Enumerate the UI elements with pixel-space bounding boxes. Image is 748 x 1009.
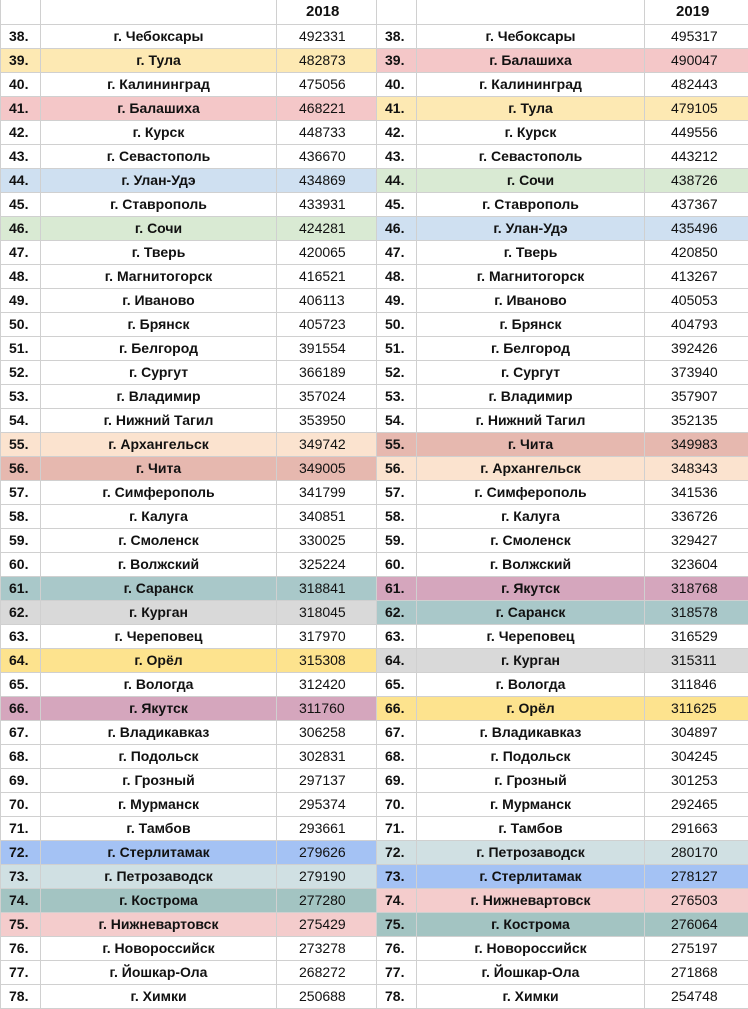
table-row: [1, 648, 748, 672]
left-population-cell: 366189: [277, 360, 377, 384]
left-city-cell: г. Сургут: [41, 360, 277, 384]
right-rank-cell: 67.: [377, 720, 417, 744]
left-city-cell: г. Улан-Удэ: [41, 168, 277, 192]
right-city-cell: г. Курск: [417, 120, 645, 144]
left-population-cell: 349005: [277, 456, 377, 480]
right-population-cell: 291663: [645, 816, 748, 840]
table-row: [1, 144, 748, 168]
left-population-cell: 482873: [277, 48, 377, 72]
left-rank-cell: 40.: [1, 72, 41, 96]
left-population-cell: 433931: [277, 192, 377, 216]
right-population-cell: 254748: [645, 984, 748, 1008]
right-city-cell: г. Грозный: [417, 768, 645, 792]
right-rank-cell: 43.: [377, 144, 417, 168]
right-city-cell: г. Новороссийск: [417, 936, 645, 960]
table-row: [1, 48, 748, 72]
right-rank-cell: 39.: [377, 48, 417, 72]
right-rank-cell: 68.: [377, 744, 417, 768]
left-city-cell: г. Кострома: [41, 888, 277, 912]
left-population-cell: 475056: [277, 72, 377, 96]
right-population-cell: 276064: [645, 912, 748, 936]
left-rank-cell: 71.: [1, 816, 41, 840]
right-population-cell: 482443: [645, 72, 748, 96]
left-city-cell: г. Белгород: [41, 336, 277, 360]
left-population-cell: 311760: [277, 696, 377, 720]
right-city-cell: г. Тула: [417, 96, 645, 120]
left-city-cell: г. Брянск: [41, 312, 277, 336]
right-city-cell: г. Саранск: [417, 600, 645, 624]
right-city-cell: г. Череповец: [417, 624, 645, 648]
left-rank-cell: 64.: [1, 648, 41, 672]
left-population-cell: 434869: [277, 168, 377, 192]
left-city-cell: г. Симферополь: [41, 480, 277, 504]
left-population-cell: 492331: [277, 24, 377, 48]
right-rank-cell: 76.: [377, 936, 417, 960]
right-city-cell: г. Йошкар-Ола: [417, 960, 645, 984]
left-rank-cell: 44.: [1, 168, 41, 192]
left-population-cell: 357024: [277, 384, 377, 408]
left-population-cell: 391554: [277, 336, 377, 360]
right-population-cell: 278127: [645, 864, 748, 888]
right-city-cell: г. Брянск: [417, 312, 645, 336]
right-rank-cell: 69.: [377, 768, 417, 792]
left-population-cell: 340851: [277, 504, 377, 528]
table-row: [1, 336, 748, 360]
right-rank-cell: 51.: [377, 336, 417, 360]
right-population-cell: 304897: [645, 720, 748, 744]
right-population-cell: 311846: [645, 672, 748, 696]
left-population-cell: 250688: [277, 984, 377, 1008]
right-city-cell: г. Владикавказ: [417, 720, 645, 744]
right-city-cell: г. Владимир: [417, 384, 645, 408]
table-row: [1, 240, 748, 264]
left-rank-cell: 68.: [1, 744, 41, 768]
header-year-2018: 2018: [277, 0, 377, 24]
table-row: [1, 912, 748, 936]
left-city-cell: г. Севастополь: [41, 144, 277, 168]
left-rank-cell: 60.: [1, 552, 41, 576]
left-city-cell: г. Якутск: [41, 696, 277, 720]
left-rank-cell: 55.: [1, 432, 41, 456]
right-population-cell: 304245: [645, 744, 748, 768]
left-city-cell: г. Нижневартовск: [41, 912, 277, 936]
right-population-cell: 301253: [645, 768, 748, 792]
left-city-cell: г. Грозный: [41, 768, 277, 792]
left-rank-cell: 62.: [1, 600, 41, 624]
table-row: [1, 984, 748, 1008]
left-rank-cell: 43.: [1, 144, 41, 168]
right-city-cell: г. Магнитогорск: [417, 264, 645, 288]
left-population-cell: 353950: [277, 408, 377, 432]
table-row: [1, 888, 748, 912]
left-population-cell: 448733: [277, 120, 377, 144]
left-city-cell: г. Йошкар-Ола: [41, 960, 277, 984]
left-population-cell: 317970: [277, 624, 377, 648]
left-rank-cell: 76.: [1, 936, 41, 960]
right-city-cell: г. Якутск: [417, 576, 645, 600]
right-city-cell: г. Иваново: [417, 288, 645, 312]
right-rank-cell: 40.: [377, 72, 417, 96]
left-rank-cell: 45.: [1, 192, 41, 216]
left-rank-cell: 53.: [1, 384, 41, 408]
left-city-cell: г. Архангельск: [41, 432, 277, 456]
right-city-cell: г. Мурманск: [417, 792, 645, 816]
right-population-cell: 443212: [645, 144, 748, 168]
right-rank-cell: 60.: [377, 552, 417, 576]
right-population-cell: 329427: [645, 528, 748, 552]
table-row: [1, 288, 748, 312]
left-city-cell: г. Тула: [41, 48, 277, 72]
left-city-cell: г. Химки: [41, 984, 277, 1008]
right-city-cell: г. Калининград: [417, 72, 645, 96]
left-city-cell: г. Магнитогорск: [41, 264, 277, 288]
right-city-cell: г. Калуга: [417, 504, 645, 528]
left-city-cell: г. Иваново: [41, 288, 277, 312]
left-city-cell: г. Саранск: [41, 576, 277, 600]
right-city-cell: г. Симферополь: [417, 480, 645, 504]
right-rank-cell: 46.: [377, 216, 417, 240]
right-city-cell: г. Петрозаводск: [417, 840, 645, 864]
right-rank-cell: 38.: [377, 24, 417, 48]
right-rank-cell: 41.: [377, 96, 417, 120]
left-population-cell: 318045: [277, 600, 377, 624]
right-population-cell: 341536: [645, 480, 748, 504]
right-rank-cell: 73.: [377, 864, 417, 888]
table-row: [1, 840, 748, 864]
left-population-cell: 279626: [277, 840, 377, 864]
table-row: [1, 864, 748, 888]
left-population-cell: 302831: [277, 744, 377, 768]
left-population-cell: 318841: [277, 576, 377, 600]
left-city-cell: г. Стерлитамак: [41, 840, 277, 864]
table-row: [1, 408, 748, 432]
right-population-cell: 405053: [645, 288, 748, 312]
left-rank-cell: 63.: [1, 624, 41, 648]
table-row: [1, 72, 748, 96]
right-city-cell: г. Ставрополь: [417, 192, 645, 216]
left-rank-cell: 61.: [1, 576, 41, 600]
left-population-cell: 416521: [277, 264, 377, 288]
table-row: [1, 624, 748, 648]
right-city-cell: г. Тверь: [417, 240, 645, 264]
table-row: [1, 816, 748, 840]
right-city-cell: г. Сургут: [417, 360, 645, 384]
left-rank-cell: 75.: [1, 912, 41, 936]
left-city-cell: г. Владикавказ: [41, 720, 277, 744]
left-population-cell: 341799: [277, 480, 377, 504]
right-population-cell: 449556: [645, 120, 748, 144]
table-row: [1, 504, 748, 528]
right-rank-cell: 64.: [377, 648, 417, 672]
left-city-cell: г. Курган: [41, 600, 277, 624]
left-population-cell: 330025: [277, 528, 377, 552]
left-population-cell: 277280: [277, 888, 377, 912]
right-city-cell: г. Химки: [417, 984, 645, 1008]
right-rank-cell: 52.: [377, 360, 417, 384]
table-row: [1, 312, 748, 336]
left-rank-cell: 77.: [1, 960, 41, 984]
left-city-cell: г. Калининград: [41, 72, 277, 96]
right-rank-cell: 61.: [377, 576, 417, 600]
left-rank-cell: 59.: [1, 528, 41, 552]
table-row: [1, 432, 748, 456]
left-population-cell: 293661: [277, 816, 377, 840]
right-city-cell: г. Балашиха: [417, 48, 645, 72]
left-rank-cell: 38.: [1, 24, 41, 48]
right-rank-cell: 48.: [377, 264, 417, 288]
left-city-cell: г. Орёл: [41, 648, 277, 672]
table-row: [1, 792, 748, 816]
right-rank-cell: 66.: [377, 696, 417, 720]
left-rank-cell: 66.: [1, 696, 41, 720]
right-population-cell: 352135: [645, 408, 748, 432]
left-population-cell: 295374: [277, 792, 377, 816]
left-rank-cell: 67.: [1, 720, 41, 744]
right-population-cell: 271868: [645, 960, 748, 984]
left-population-cell: 306258: [277, 720, 377, 744]
left-population-cell: 273278: [277, 936, 377, 960]
table-row: [1, 384, 748, 408]
left-rank-cell: 56.: [1, 456, 41, 480]
right-city-cell: г. Кострома: [417, 912, 645, 936]
table-row: [1, 672, 748, 696]
left-rank-cell: 74.: [1, 888, 41, 912]
right-rank-cell: 57.: [377, 480, 417, 504]
left-rank-cell: 49.: [1, 288, 41, 312]
right-rank-cell: 50.: [377, 312, 417, 336]
left-city-cell: г. Подольск: [41, 744, 277, 768]
right-population-cell: 280170: [645, 840, 748, 864]
left-population-cell: 349742: [277, 432, 377, 456]
left-city-cell: г. Курск: [41, 120, 277, 144]
right-city-cell: г. Сочи: [417, 168, 645, 192]
table-row: [1, 96, 748, 120]
right-population-cell: 318768: [645, 576, 748, 600]
right-rank-cell: 54.: [377, 408, 417, 432]
table-row: [1, 24, 748, 48]
right-rank-cell: 65.: [377, 672, 417, 696]
left-rank-cell: 70.: [1, 792, 41, 816]
left-city-cell: г. Петрозаводск: [41, 864, 277, 888]
right-population-cell: 479105: [645, 96, 748, 120]
table-row: [1, 696, 748, 720]
right-rank-cell: 45.: [377, 192, 417, 216]
left-city-cell: г. Нижний Тагил: [41, 408, 277, 432]
right-population-cell: 315311: [645, 648, 748, 672]
right-city-cell: г. Чита: [417, 432, 645, 456]
right-rank-cell: 53.: [377, 384, 417, 408]
right-city-cell: г. Смоленск: [417, 528, 645, 552]
table-row: [1, 264, 748, 288]
right-population-cell: 392426: [645, 336, 748, 360]
right-city-cell: г. Волжский: [417, 552, 645, 576]
left-rank-cell: 72.: [1, 840, 41, 864]
left-rank-cell: 47.: [1, 240, 41, 264]
table-row: [1, 576, 748, 600]
right-population-cell: 318578: [645, 600, 748, 624]
right-population-cell: 495317: [645, 24, 748, 48]
table-row: [1, 456, 748, 480]
header-city-right: [417, 0, 645, 24]
left-city-cell: г. Тверь: [41, 240, 277, 264]
left-rank-cell: 69.: [1, 768, 41, 792]
left-rank-cell: 39.: [1, 48, 41, 72]
right-city-cell: г. Стерлитамак: [417, 864, 645, 888]
right-rank-cell: 56.: [377, 456, 417, 480]
left-rank-cell: 51.: [1, 336, 41, 360]
right-population-cell: 437367: [645, 192, 748, 216]
right-population-cell: 357907: [645, 384, 748, 408]
right-rank-cell: 49.: [377, 288, 417, 312]
left-city-cell: г. Владимир: [41, 384, 277, 408]
right-city-cell: г. Улан-Удэ: [417, 216, 645, 240]
right-population-cell: 276503: [645, 888, 748, 912]
table-row: [1, 720, 748, 744]
left-population-cell: 406113: [277, 288, 377, 312]
right-population-cell: 323604: [645, 552, 748, 576]
right-city-cell: г. Подольск: [417, 744, 645, 768]
header-year-2019: 2019: [645, 0, 748, 24]
right-city-cell: г. Нижний Тагил: [417, 408, 645, 432]
right-city-cell: г. Архангельск: [417, 456, 645, 480]
header-city-left: [41, 0, 277, 24]
right-population-cell: 311625: [645, 696, 748, 720]
left-population-cell: 424281: [277, 216, 377, 240]
left-rank-cell: 78.: [1, 984, 41, 1008]
left-city-cell: г. Мурманск: [41, 792, 277, 816]
right-city-cell: г. Орёл: [417, 696, 645, 720]
right-population-cell: 420850: [645, 240, 748, 264]
left-rank-cell: 46.: [1, 216, 41, 240]
left-city-cell: г. Волжский: [41, 552, 277, 576]
left-rank-cell: 65.: [1, 672, 41, 696]
right-rank-cell: 72.: [377, 840, 417, 864]
left-city-cell: г. Тамбов: [41, 816, 277, 840]
right-population-cell: 316529: [645, 624, 748, 648]
left-population-cell: 468221: [277, 96, 377, 120]
left-city-cell: г. Смоленск: [41, 528, 277, 552]
right-rank-cell: 77.: [377, 960, 417, 984]
table-row: [1, 744, 748, 768]
right-city-cell: г. Севастополь: [417, 144, 645, 168]
right-population-cell: 404793: [645, 312, 748, 336]
left-city-cell: г. Череповец: [41, 624, 277, 648]
left-population-cell: 297137: [277, 768, 377, 792]
right-population-cell: 348343: [645, 456, 748, 480]
table-body: [1, 24, 748, 1008]
right-population-cell: 275197: [645, 936, 748, 960]
left-rank-cell: 57.: [1, 480, 41, 504]
right-rank-cell: 62.: [377, 600, 417, 624]
left-rank-cell: 41.: [1, 96, 41, 120]
table-row: [1, 192, 748, 216]
right-population-cell: 336726: [645, 504, 748, 528]
left-population-cell: 436670: [277, 144, 377, 168]
header-rank-right: [377, 0, 417, 24]
right-population-cell: 438726: [645, 168, 748, 192]
right-rank-cell: 58.: [377, 504, 417, 528]
left-rank-cell: 58.: [1, 504, 41, 528]
table-row: [1, 960, 748, 984]
table-row: [1, 768, 748, 792]
left-city-cell: г. Вологда: [41, 672, 277, 696]
right-population-cell: 373940: [645, 360, 748, 384]
header-row: [1, 0, 748, 24]
table-row: [1, 480, 748, 504]
right-population-cell: 435496: [645, 216, 748, 240]
right-city-cell: г. Нижневартовск: [417, 888, 645, 912]
right-rank-cell: 42.: [377, 120, 417, 144]
right-city-cell: г. Курган: [417, 648, 645, 672]
left-city-cell: г. Чита: [41, 456, 277, 480]
right-rank-cell: 75.: [377, 912, 417, 936]
left-population-cell: 268272: [277, 960, 377, 984]
left-rank-cell: 48.: [1, 264, 41, 288]
table-row: [1, 528, 748, 552]
left-rank-cell: 52.: [1, 360, 41, 384]
right-population-cell: 349983: [645, 432, 748, 456]
right-city-cell: г. Тамбов: [417, 816, 645, 840]
left-city-cell: г. Калуга: [41, 504, 277, 528]
table-row: [1, 936, 748, 960]
right-rank-cell: 55.: [377, 432, 417, 456]
header-rank-left: [1, 0, 41, 24]
left-population-cell: 275429: [277, 912, 377, 936]
left-city-cell: г. Балашиха: [41, 96, 277, 120]
left-population-cell: 325224: [277, 552, 377, 576]
left-population-cell: 279190: [277, 864, 377, 888]
left-population-cell: 312420: [277, 672, 377, 696]
right-population-cell: 413267: [645, 264, 748, 288]
table-row: [1, 360, 748, 384]
right-city-cell: г. Белгород: [417, 336, 645, 360]
table-row: [1, 168, 748, 192]
right-rank-cell: 63.: [377, 624, 417, 648]
table-row: [1, 552, 748, 576]
left-rank-cell: 54.: [1, 408, 41, 432]
left-rank-cell: 50.: [1, 312, 41, 336]
left-population-cell: 315308: [277, 648, 377, 672]
right-rank-cell: 47.: [377, 240, 417, 264]
table-row: [1, 216, 748, 240]
right-rank-cell: 78.: [377, 984, 417, 1008]
right-rank-cell: 44.: [377, 168, 417, 192]
left-city-cell: г. Сочи: [41, 216, 277, 240]
left-population-cell: 420065: [277, 240, 377, 264]
right-population-cell: 490047: [645, 48, 748, 72]
right-population-cell: 292465: [645, 792, 748, 816]
table-row: [1, 600, 748, 624]
table-row: [1, 120, 748, 144]
left-city-cell: г. Новороссийск: [41, 936, 277, 960]
right-rank-cell: 74.: [377, 888, 417, 912]
right-city-cell: г. Вологда: [417, 672, 645, 696]
left-rank-cell: 73.: [1, 864, 41, 888]
right-city-cell: г. Чебоксары: [417, 24, 645, 48]
left-city-cell: г. Ставрополь: [41, 192, 277, 216]
left-population-cell: 405723: [277, 312, 377, 336]
right-rank-cell: 70.: [377, 792, 417, 816]
right-rank-cell: 59.: [377, 528, 417, 552]
left-rank-cell: 42.: [1, 120, 41, 144]
right-rank-cell: 71.: [377, 816, 417, 840]
left-city-cell: г. Чебоксары: [41, 24, 277, 48]
